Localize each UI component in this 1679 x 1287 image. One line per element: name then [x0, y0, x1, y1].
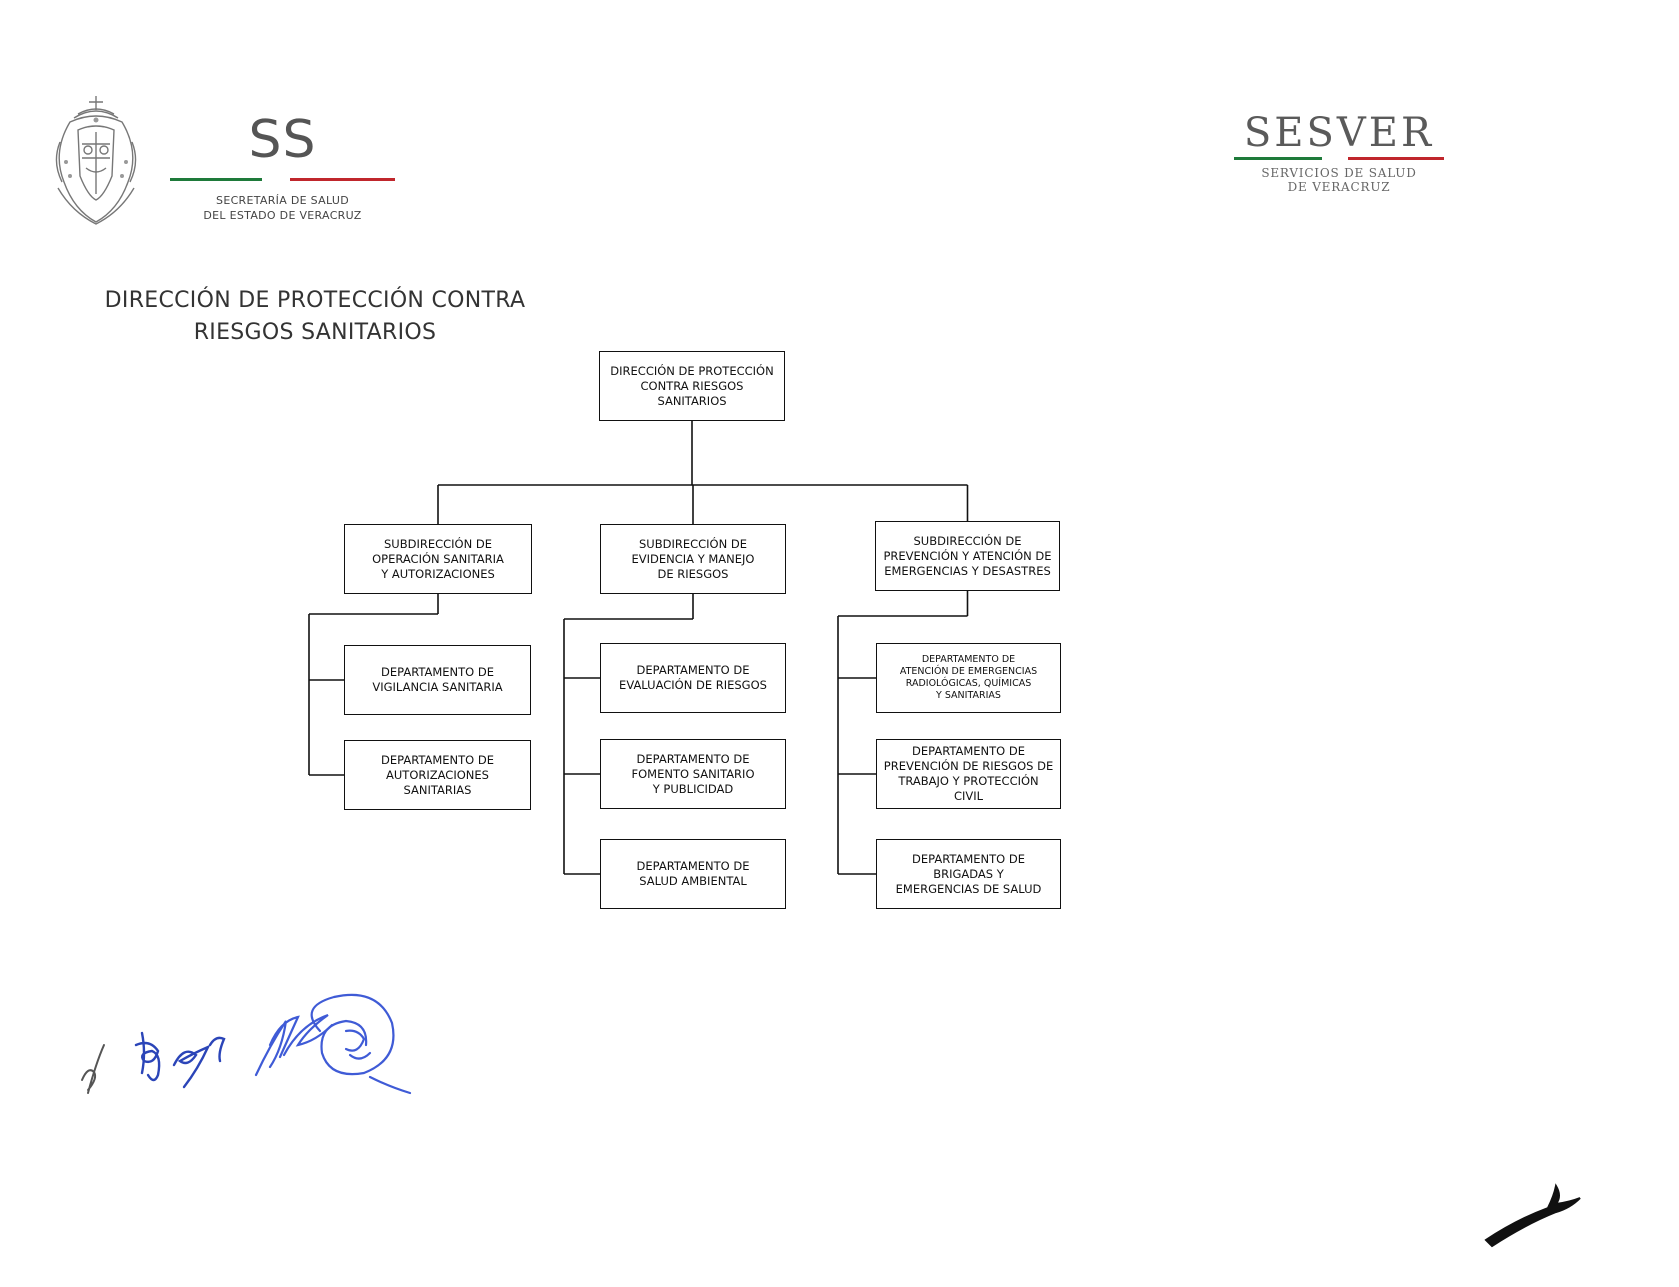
ss-logo-letters: SS [248, 110, 317, 170]
ss-logo-line2: DEL ESTADO DE VERACRUZ [203, 209, 362, 222]
org-node-subdirection-prevencion: SUBDIRECCIÓN DE PREVENCIÓN Y ATENCIÓN DE EMERGENCIAS Y DESASTRES [875, 521, 1060, 591]
signatures-area [70, 985, 470, 1125]
org-node-department-salud-ambiental: DEPARTAMENTO DE SALUD AMBIENTAL [600, 839, 786, 909]
org-node-department-fomento: DEPARTAMENTO DE FOMENTO SANITARIO Y PUBLICIDAD [600, 739, 786, 809]
handwritten-signature-icon [256, 995, 410, 1093]
page-title-line2: RIESGOS SANITARIOS [193, 320, 437, 345]
org-node-subdirection-evidencia: SUBDIRECCIÓN DE EVIDENCIA Y MANEJO DE RIESGOS [600, 524, 786, 594]
org-node-department-evaluacion: DEPARTAMENTO DE EVALUACIÓN DE RIESGOS [600, 643, 786, 713]
sesver-logo-line2: DE VERACRUZ [1287, 180, 1391, 194]
page-title-line1: DIRECCIÓN DE PROTECCIÓN CONTRA [104, 288, 526, 313]
sesver-logo-name: SESVER [1243, 110, 1435, 156]
org-node-department-brigadas: DEPARTAMENTO DE BRIGADAS Y EMERGENCIAS DE SALUD [876, 839, 1061, 909]
org-node-department-autorizaciones: DEPARTAMENTO DE AUTORIZACIONES SANITARIAS [344, 740, 531, 810]
org-node-department-prevencion-riesgos: DEPARTAMENTO DE PREVENCIÓN DE RIESGOS DE TRABAJO Y PROTECCIÓN CIVIL [876, 739, 1061, 809]
org-node-department-vigilancia: DEPARTAMENTO DE VIGILANCIA SANITARIA [344, 645, 531, 715]
handwritten-signature-icon [136, 1033, 224, 1087]
org-node-department-atencion-emergencias: DEPARTAMENTO DE ATENCIÓN DE EMERGENCIAS RADIOLÓGICAS, QUÍMICAS Y SANITARIAS [876, 643, 1061, 713]
org-node-root: DIRECCIÓN DE PROTECCIÓN CONTRA RIESGOS SANITARIOS [599, 351, 785, 421]
ss-logo-line1: SECRETARÍA DE SALUD [216, 194, 349, 207]
sesver-logo-line1: SERVICIOS DE SALUD [1261, 166, 1417, 180]
handwritten-signature-icon [82, 1045, 104, 1093]
org-node-subdirection-operacion: SUBDIRECCIÓN DE OPERACIÓN SANITARIA Y AUTORIZACIONES [344, 524, 532, 594]
ink-mark-icon [1480, 1180, 1600, 1250]
